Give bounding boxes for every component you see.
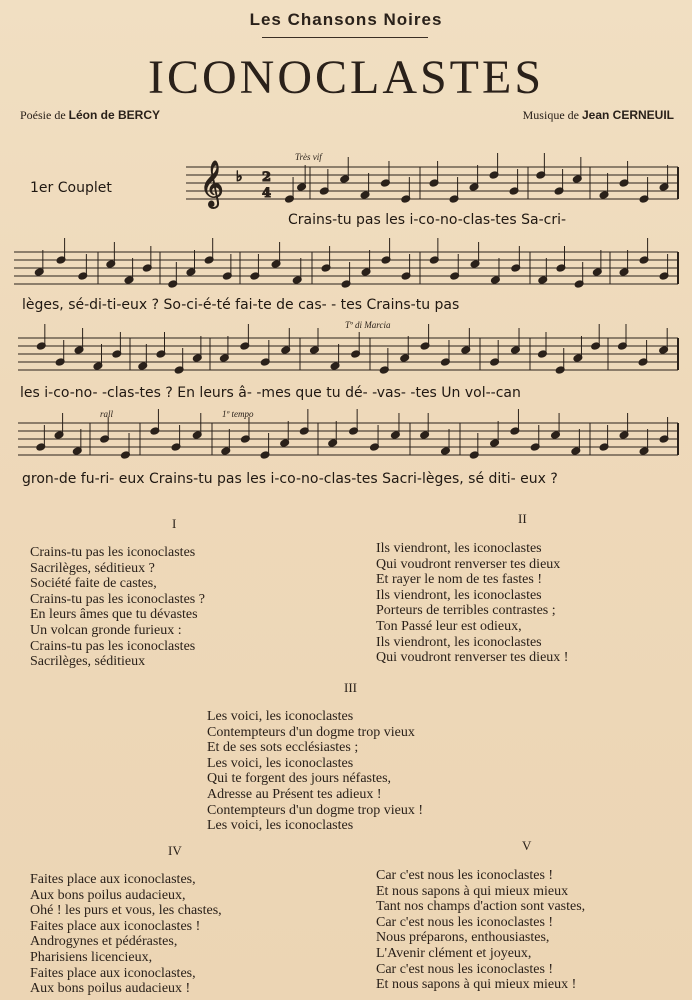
verse-line: Aux bons poilus audacieux ! <box>30 981 191 997</box>
verse-number-1: I <box>172 516 177 531</box>
verse-number-3: III <box>344 680 357 695</box>
verse-line: Qui voudront renverser tes dieux ! <box>376 650 569 666</box>
verse-line: Qui te forgent des jours néfastes, <box>207 771 392 787</box>
lyric-line-2: lèges, sé-di-ti-eux ? So-ci-é-té fai-te de cas- - tes Crains-tu pas <box>22 297 460 313</box>
verse-number-2: II <box>518 511 527 526</box>
music-prefix: Musique de <box>522 108 579 122</box>
series-title: Les Chansons Noires <box>249 10 443 29</box>
verse-line: Et rayer le nom de tes fastes ! <box>376 572 542 588</box>
verse-line: Ohé ! les purs et vous, les chastes, <box>30 903 222 919</box>
verse-line: Crains-tu pas les iconoclastes ? <box>30 591 205 607</box>
song-title: ICONOCLASTES <box>147 51 545 104</box>
verse-line: Un volcan gronde furieux : <box>30 622 182 638</box>
lyric-line-1: Crains-tu pas les i-co-no-clas-tes Sa-cri- <box>288 212 567 228</box>
composer-credit <box>523 108 674 123</box>
verse-number-5: V <box>522 838 532 853</box>
verse-line: Ils viendront, les iconoclastes <box>376 634 542 650</box>
rall-mark: rall <box>100 409 114 419</box>
verse-line: En leurs âmes que tu dévastes <box>30 607 198 623</box>
verse-line: Car c'est nous les iconoclastes ! <box>376 961 554 977</box>
tempo-tres-vif: Très vif <box>295 152 322 162</box>
verse-line: Nous préparons, enthousiastes, <box>376 930 550 946</box>
verse-line: Société faite de castes, <box>30 576 157 592</box>
verse-line: Ils viendront, les iconoclastes <box>376 541 542 556</box>
verse-1 <box>30 545 205 670</box>
verse-line: Les voici, les iconoclastes <box>207 755 354 771</box>
verse-line: Et de ses sots ecclésiastes ; <box>207 740 359 756</box>
verse-line: Adresse au Présent tes adieux ! <box>207 786 382 802</box>
verse-line: Contempteurs d'un dogme trop vieux ! <box>207 802 423 818</box>
couplet-label: 1er Couplet <box>30 180 112 196</box>
verse-line: Sacrilèges, séditieux ? <box>30 560 155 576</box>
verse-line: Faites place aux iconoclastes, <box>30 965 196 981</box>
verse-line: Porteurs de terribles contrastes ; <box>376 603 556 619</box>
lyric-line-4: gron-de fu-ri- eux Crains-tu pas les i-co-no-clas-tes Sacri-lèges, sé diti- eux ? <box>22 471 558 487</box>
verse-line: Crains-tu pas les iconoclastes <box>30 638 196 654</box>
verse-line: Les voici, les iconoclastes <box>207 818 354 834</box>
tempo-primo: 1º tempo <box>222 409 254 419</box>
treble-clef-icon: 𝄞 <box>200 161 224 207</box>
verse-line: Contempteurs d'un dogme trop vieux <box>207 724 415 740</box>
time-signature-icon: 2 <box>262 170 272 185</box>
verse-line: Les voici, les iconoclastes <box>207 709 354 724</box>
verse-3 <box>207 709 423 834</box>
verse-4 <box>30 872 222 997</box>
music-score <box>0 146 692 502</box>
poet-name: Léon de BERCY <box>68 108 160 122</box>
verse-line: Aux bons poilus audacieux, <box>30 887 186 903</box>
verse-line: Ils viendront, les iconoclastes <box>376 587 542 603</box>
verse-line: Tant nos champs d'action sont vastes, <box>376 899 586 915</box>
verse-line: Ton Passé leur est odieux, <box>376 618 522 634</box>
lyric-line-3: les i-co-no- -clas-tes ? En leurs â- -mes que tu dé- -vas- -tes Un vol--can <box>20 385 521 401</box>
verse-line: Pharisiens licencieux, <box>30 949 153 965</box>
composer-name: Jean CERNEUIL <box>581 108 674 122</box>
verse-line: Androgynes et pédérastes, <box>30 934 178 950</box>
verse-line: Crains-tu pas les iconoclastes <box>30 545 196 560</box>
verse-2 <box>376 541 568 666</box>
verse-5 <box>376 868 585 993</box>
verse-line: Faites place aux iconoclastes ! <box>30 918 201 934</box>
verse-line: Et nous sapons à qui mieux mieux ! <box>376 977 577 993</box>
verse-line: Et nous sapons à qui mieux mieux <box>376 883 569 899</box>
poet-credit <box>20 108 160 123</box>
verse-line: Qui voudront renverser tes dieux <box>376 556 561 572</box>
verse-line: Sacrilèges, séditieux <box>30 654 146 670</box>
verse-line: Faites place aux iconoclastes, <box>30 872 196 887</box>
series-underline <box>262 37 428 38</box>
tempo-di-marcia: Tº di Marcia <box>345 320 391 330</box>
flat-icon: ♭ <box>236 169 243 185</box>
verse-line: L'Avenir clément et joyeux, <box>376 945 532 961</box>
verse-number-4: IV <box>168 843 182 858</box>
verse-line: Car c'est nous les iconoclastes ! <box>376 868 554 883</box>
time-signature-icon: 4 <box>262 186 272 201</box>
poetry-prefix: Poésie de <box>20 108 66 122</box>
verse-line: Car c'est nous les iconoclastes ! <box>376 914 554 930</box>
